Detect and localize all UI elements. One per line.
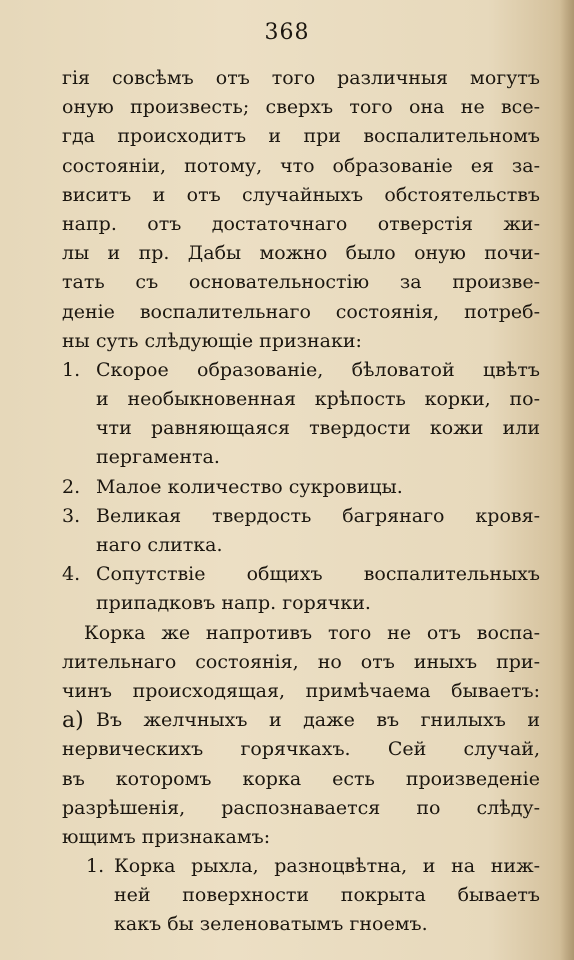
text-line: ющимъ признакамъ: [62,825,271,848]
item-letter: а) [62,708,84,734]
item-number: 3. [62,504,81,527]
text-line: оную произвесть; сверхъ того она не все- [62,96,540,119]
item-number: 2. [62,475,81,498]
text-line: ны суть слѣдующіе признаки: [62,329,362,352]
text-line: лительнаго состоянія, но отъ иныхъ при- [62,650,540,673]
text-line: гда происходитъ и при воспалительномъ [62,125,540,148]
text-line: разрѣшенія, распознавается по слѣду- [62,796,540,819]
text-line: чинъ происходящая, примѣчаема бываетъ: [62,679,540,702]
text-line: деніе воспалительнаго состоянія, потреб- [62,300,540,323]
page-edge-shadow [560,0,574,960]
text-line: Корка же напротивъ того не отъ воспа- [84,621,540,644]
numbered-item [62,502,540,560]
lettered-item [62,706,540,735]
item-number: 4. [62,563,81,586]
item-line: и необыкновенная крѣпость корки, по- [96,388,540,411]
item-line: Сопутствіе общихъ воспалительныхъ [96,563,540,586]
item-line: ней поверхности покрыта бываетъ [114,884,540,907]
item-line: Скорое образованіе, бѣловатой цвѣтъ [96,358,540,381]
numbered-subitem [62,852,540,940]
text-line: тать съ основательностію за произве- [62,271,540,294]
item-line: Въ желчныхъ и даже въ гнилыхъ и [96,709,540,732]
page-text [62,64,540,940]
item-number: 1. [86,855,105,878]
text-line: гія совсѣмъ отъ того различныя могутъ [62,67,540,89]
item-number: 1. [62,358,81,381]
text-line: въ которомъ корка есть произведеніе [62,767,540,790]
item-line: пергамента. [96,446,220,469]
item-line: Великая твердость багрянаго кровя- [96,504,540,527]
item-line: наго слитка. [96,534,223,556]
text-line: лы и пр. Дабы можно было оную почи- [62,242,540,265]
item-line: чти равняющаяся твердости кожи или [96,417,540,440]
text-line: напр. отъ достаточнаго отверстія жи- [62,212,540,235]
item-line: Корка рыхла, разноцвѣтна, и на ниж- [114,855,540,878]
numbered-item [62,356,540,473]
numbered-item [62,560,540,618]
item-line: какъ бы зеленоватымъ гноемъ. [114,913,428,936]
text-line: виситъ и отъ случайныхъ обстоятельствъ [62,183,540,206]
text-line: нервическихъ горячкахъ. Сей случай, [62,738,540,761]
numbered-item [62,473,540,502]
page-number: 368 [264,20,310,45]
item-line: припадковъ напр. горячки. [96,592,371,615]
item-line: Малое количество сукровицы. [96,475,403,498]
text-line: состояніи, потому, что образованіе ея за- [62,154,540,177]
